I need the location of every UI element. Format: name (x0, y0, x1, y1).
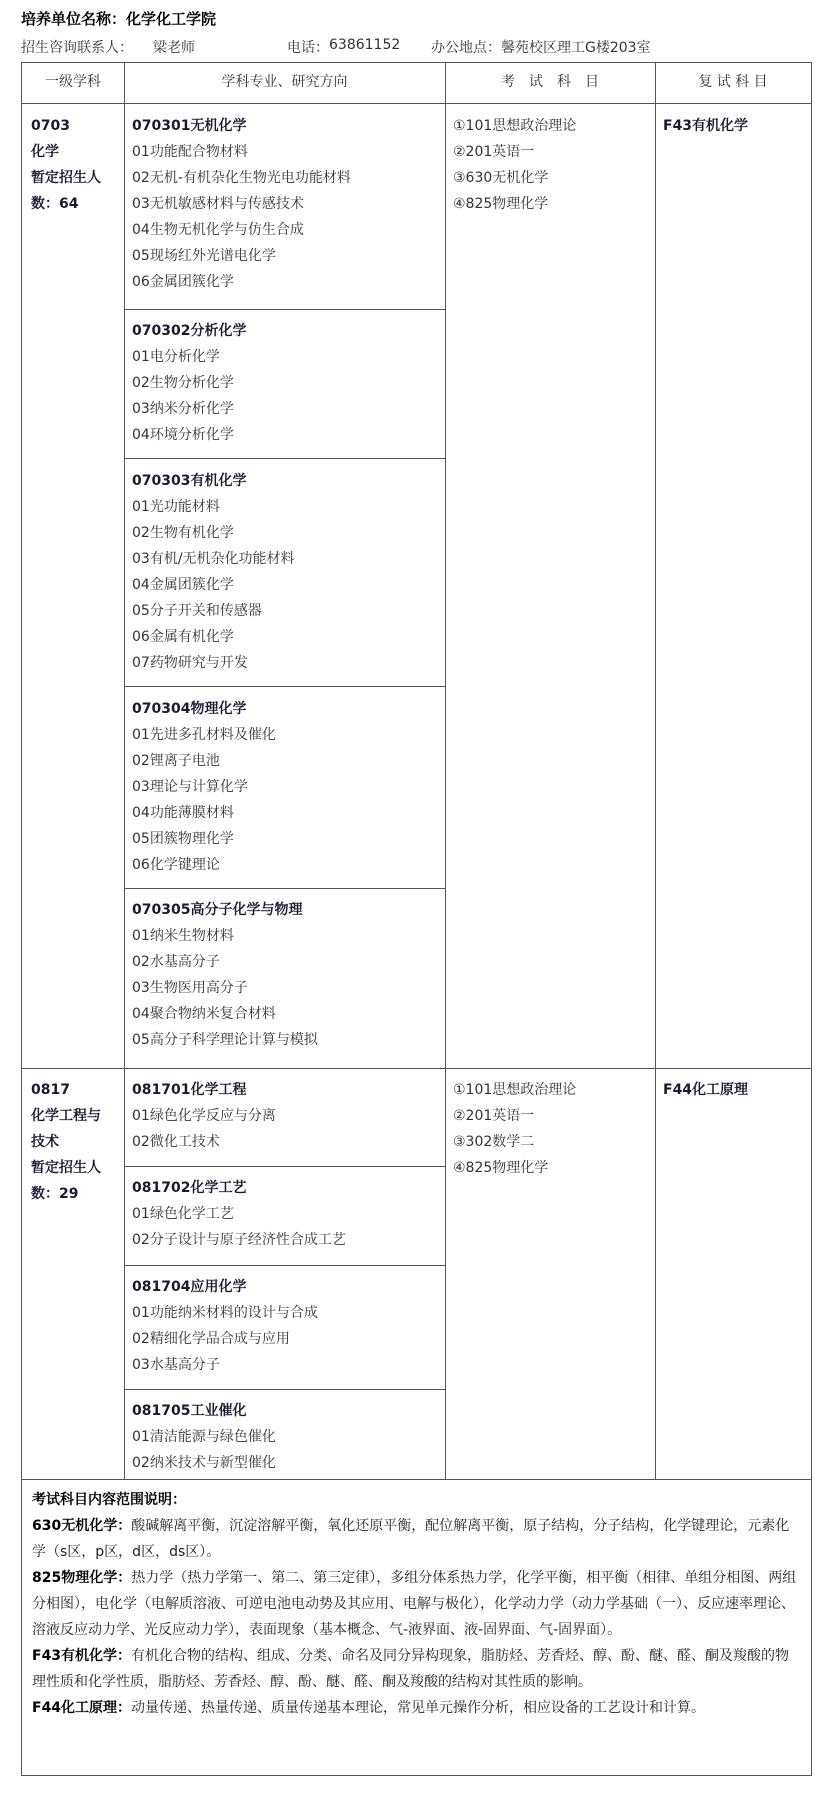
note-subject: 630无机化学： (32, 1518, 132, 1534)
direction-item: 06金属团簇化学 (132, 274, 234, 290)
retest-cell (663, 113, 748, 139)
direction-item: 02生物分析化学 (132, 375, 234, 391)
direction-item: 02分子设计与原子经济性合成工艺 (132, 1232, 346, 1248)
discipline-cell (31, 1077, 101, 1207)
discipline-name: 化学 (31, 144, 59, 160)
major-block (132, 318, 246, 448)
direction-item: 02水基高分子 (132, 954, 220, 970)
direction-item: 01纳米生物材料 (132, 928, 234, 944)
major-block (132, 1398, 276, 1476)
major-title: 070301无机化学 (132, 118, 247, 134)
major-title: 070304物理化学 (132, 701, 247, 717)
note-subject: F44化工原理： (32, 1700, 132, 1716)
direction-item: 04聚合物纳米复合材料 (132, 1006, 276, 1022)
exam-subject: ③302数学二 (453, 1134, 535, 1150)
notes-heading: 考试科目内容范围说明： (32, 1492, 186, 1508)
discipline-code: 0817 (31, 1082, 70, 1098)
direction-item: 05团簇物理化学 (132, 831, 234, 847)
note-text: 动量传递、热量传递、质量传递基本理论，常见单元操作分析，相应设备的工艺设计和计算。 (131, 1700, 706, 1716)
note-item (32, 1695, 802, 1721)
retest-subject: F43有机化学 (663, 118, 749, 134)
direction-item: 02生物有机化学 (132, 525, 234, 541)
direction-item: 01清洁能源与绿色催化 (132, 1429, 276, 1445)
direction-item: 01功能配合物材料 (132, 144, 248, 160)
discipline-name-cont: 技术 (31, 1134, 59, 1150)
direction-item: 01电分析化学 (132, 349, 220, 365)
exam-scope-notes (32, 1487, 802, 1721)
direction-item: 01绿色化学工艺 (132, 1206, 234, 1222)
exam-subject: ①101思想政治理论 (453, 1082, 577, 1098)
direction-item: 05高分子科学理论计算与模拟 (132, 1032, 318, 1048)
direction-item: 01绿色化学反应与分离 (132, 1108, 276, 1124)
direction-item: 04生物无机化学与仿生合成 (132, 222, 304, 238)
note-subject: F43有机化学： (32, 1648, 132, 1664)
exam-subject: ④825物理化学 (453, 196, 549, 212)
header-discipline: 一级学科 (45, 74, 101, 90)
direction-item: 03纳米分析化学 (132, 401, 234, 417)
header-major-direction: 学科专业、研究方向 (221, 74, 348, 90)
direction-item: 02锂离子电池 (132, 753, 220, 769)
discipline-cell (31, 113, 101, 217)
direction-item: 06金属有机化学 (132, 629, 234, 645)
major-block (132, 1077, 276, 1155)
major-title: 081702化学工艺 (132, 1180, 247, 1196)
direction-item: 02精细化学品合成与应用 (132, 1331, 290, 1347)
major-title: 081701化学工程 (132, 1082, 247, 1098)
header-exam-subjects: 考 试 科 目 (501, 74, 599, 90)
phone-number: 63861152 (329, 37, 401, 53)
note-item (32, 1513, 802, 1565)
quota-label: 暂定招生人 (31, 170, 101, 186)
direction-item: 01功能纳米材料的设计与合成 (132, 1305, 318, 1321)
direction-item: 03水基高分子 (132, 1357, 220, 1373)
unit-name: 化学化工学院 (126, 10, 217, 28)
quota-value: 数：64 (31, 196, 79, 212)
quota-label: 暂定招生人 (31, 1160, 101, 1176)
exam-subject: ①101思想政治理论 (453, 118, 577, 134)
major-title: 081705工业催化 (132, 1403, 247, 1419)
major-block (132, 897, 318, 1053)
office-location: 馨苑校区理工G楼203室 (501, 40, 651, 56)
discipline-code: 0703 (31, 118, 70, 134)
major-title: 070303有机化学 (132, 473, 247, 489)
direction-item: 02无机-有机杂化生物光电功能材料 (132, 170, 351, 186)
retest-cell (663, 1077, 748, 1103)
exam-subject: ③630无机化学 (453, 170, 549, 186)
retest-subject: F44化工原理 (663, 1082, 749, 1098)
note-item (32, 1643, 802, 1695)
major-title: 070305高分子化学与物理 (132, 902, 303, 918)
note-subject: 825物理化学： (32, 1570, 132, 1586)
discipline-name: 化学工程与 (31, 1108, 101, 1124)
direction-item: 04环境分析化学 (132, 427, 234, 443)
header-retest-subjects: 复 试 科 目 (698, 74, 768, 90)
direction-item: 02纳米技术与新型催化 (132, 1455, 276, 1471)
major-block (132, 696, 276, 878)
direction-item: 05现场红外光谱电化学 (132, 248, 276, 264)
direction-item: 07药物研究与开发 (132, 655, 248, 671)
direction-item: 03无机敏感材料与传感技术 (132, 196, 304, 212)
direction-item: 03有机/无机杂化功能材料 (132, 551, 295, 567)
major-block (132, 113, 351, 295)
unit-label: 培养单位名称： (21, 10, 127, 28)
direction-item: 03生物医用高分子 (132, 980, 248, 996)
direction-item: 04功能薄膜材料 (132, 805, 234, 821)
direction-item: 01先进多孔材料及催化 (132, 727, 276, 743)
direction-item: 02微化工技术 (132, 1134, 220, 1150)
major-block (132, 1175, 346, 1253)
exam-subject: ②201英语一 (453, 144, 535, 160)
major-title: 070302分析化学 (132, 323, 247, 339)
direction-item: 04金属团簇化学 (132, 577, 234, 593)
office-label: 办公地点： (431, 40, 501, 56)
exam-subject: ②201英语一 (453, 1108, 535, 1124)
note-text: 有机化合物的结构、组成、分类、命名及同分异构现象，脂肪烃、芳香烃、醇、酚、醚、醛、酮及羧酸的物理性质和化学性质，脂肪烃、芳香烃、醇、酚、醚、醛、酮及羧酸的结构对其性质的影响。 (32, 1648, 790, 1690)
major-block (132, 1274, 318, 1378)
direction-item: 03理论与计算化学 (132, 779, 248, 795)
note-text: 热力学（热力学第一、第二、第三定律），多组分体系热力学，化学平衡，相平衡（相律、单组分相图、两组分相图），电化学（电解质溶液、可逆电池电动势及其应用、电解与极化），化学动力学（动力学基础（一）、反应速率理论、溶液反应动力学、光反应动力学），表面现象（基本概念、气-液界面、液-固界面、气-固界面）。 (32, 1570, 797, 1638)
training-unit-title (21, 8, 216, 29)
note-text: 酸碱解离平衡，沉淀溶解平衡，氧化还原平衡，配位解离平衡，原子结构，分子结构，化学键理论，元素化学（s区，p区，d区，ds区）。 (32, 1518, 790, 1560)
phone-label: 电话： (287, 40, 329, 56)
direction-item: 05分子开关和传感器 (132, 603, 262, 619)
note-item (32, 1565, 802, 1643)
contact-label: 招生咨询联系人： (21, 40, 133, 56)
direction-item: 06化学键理论 (132, 857, 220, 873)
exam-subject: ④825物理化学 (453, 1160, 549, 1176)
major-block (132, 468, 295, 676)
admissions-table (21, 62, 812, 1776)
major-title: 081704应用化学 (132, 1279, 247, 1295)
exam-subjects-cell (453, 113, 576, 217)
quota-value: 数：29 (31, 1186, 79, 1202)
contact-name: 梁老师 (153, 40, 195, 56)
exam-subjects-cell (453, 1077, 576, 1181)
direction-item: 01光功能材料 (132, 499, 220, 515)
